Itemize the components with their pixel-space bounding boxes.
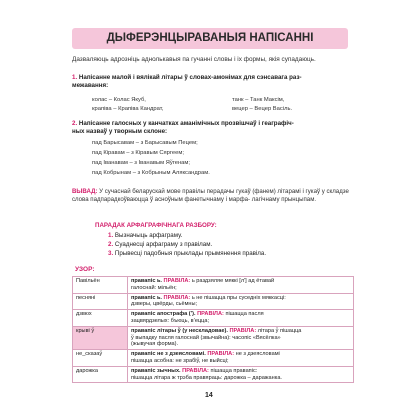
- table-word: дарожка: [73, 366, 128, 383]
- table-word: Павільён: [73, 277, 128, 294]
- conclusion-block: [72, 188, 352, 204]
- section-2-example-2: пад Кіравам – з Кіравым Сяргеем;: [92, 150, 184, 156]
- section-2-heading: [72, 120, 362, 136]
- page-number: 14: [205, 392, 213, 399]
- analysis-step-2: [108, 241, 212, 248]
- table-row: [73, 366, 354, 383]
- table-word: дзвюх: [73, 310, 128, 327]
- analysis-step-2-text: Суаднесці арфаграму з правілам.: [114, 241, 213, 248]
- section-2-example-4: пад Кобрынам – з Кобрыным Аляксандрам.: [92, 170, 210, 176]
- section-1-text-line1: Напісанне малой і вялікай літары ў словах-амонімах для сэнсавага раз-: [78, 74, 302, 81]
- section-2-text-line2: ных назваў у творным склоне:: [72, 128, 168, 135]
- section-1-example-left-1: колас – Колас Якуб,: [92, 97, 146, 103]
- section-1-number: 1.: [72, 74, 78, 81]
- section-1-text-line2: межавання:: [72, 82, 109, 89]
- analysis-step-1: [108, 232, 182, 239]
- section-2-example-3: пад Іванавам – з Іванавым Яўгенам;: [92, 160, 191, 166]
- table-word: крыві ў: [73, 326, 128, 349]
- conclusion-label: ВЫВАД:: [72, 188, 98, 195]
- table-rule: правапіс ь. ПРАВІЛА: ь не пішацца пры суседніх мяккасці: дзверы, цвёрды, сьёмны;: [128, 293, 354, 310]
- table-rule: правапіс не з дзеясловамі. ПРАВІЛА: не з дзеясловамі пішацца асобна: не зрабіў, не выйсці;: [128, 350, 354, 367]
- analysis-step-3: [108, 250, 266, 257]
- table-rule: правапіс літары ў (у нескладовае). ПРАВІЛА: літара ў пішацца ў выпадку пасля галоснай (звычайна): часопіс «Вясёлка» (жывучая форма).: [128, 326, 354, 349]
- section-1-example-left-2: крапіва – Крапіва Кандрат,: [92, 106, 164, 112]
- section-2-example-1: пад Барысавам – з Барысавым Пецем;: [92, 140, 198, 146]
- analysis-step-2-number: 2.: [108, 241, 114, 248]
- sample-table: [72, 276, 354, 383]
- analysis-step-3-text: Прывесці падобныя прыклады прымянення правіла.: [114, 250, 267, 257]
- section-1-heading: [72, 74, 362, 90]
- table-row: [73, 310, 354, 327]
- table-row: [73, 326, 354, 349]
- analysis-step-3-number: 3.: [108, 250, 114, 257]
- conclusion-text-3: лагічнаму прынцыпам.: [251, 196, 317, 204]
- table-word: не_сказаў: [73, 350, 128, 367]
- table-word: песняні: [73, 293, 128, 310]
- analysis-step-1-number: 1.: [108, 232, 114, 239]
- sample-label: УЗОР:: [75, 266, 95, 273]
- table-rule: правапіс зычных. ПРАВІЛА: пішацца правапіс: пішацца літара ж трэба правяраць: дарожка – даражанка.: [128, 366, 354, 383]
- conclusion-text-1: У сучаснай беларускай мове правілы перадачы гукаў (фанем) літарамі: [99, 188, 301, 195]
- table-rule: правапіс ь. ПРАВІЛА: ь раздзяляе мяккі [л'] ад ётавай галоснай: мільён;: [128, 277, 354, 294]
- conclusion-text-2: і гукаў у складзе слова падпарадкоўваюцца ў асноўным фанетычнаму і марфа-: [72, 188, 349, 204]
- analysis-step-1-text: Вызначыць арфаграму.: [114, 232, 183, 239]
- intro-text: Дазваляюць адрозніць аднолькавыя па гучанні словы і іх формы, якія супадаюць.: [72, 56, 316, 63]
- table-row: [73, 293, 354, 310]
- analysis-order-title: ПАРАДАК АРФАГРАФІЧНАГА РАЗБОРУ:: [95, 222, 217, 229]
- page-title: ДЫФЕРЭНЦЫРАВАНЫЯ НАПІСАННІ: [72, 28, 348, 49]
- table-rule: правапіс апострафа (’). ПРАВІЛА: пішацца пасля зацвярдзелых: бъюць, в’ецца;: [128, 310, 354, 327]
- table-row: [73, 350, 354, 367]
- section-1-example-right-2: вецер – Вецер Васіль.: [232, 106, 293, 112]
- section-1-example-right-1: танк – Танк Максім,: [232, 97, 285, 103]
- table-row: [73, 277, 354, 294]
- section-2-text-line1: Напісанне галосных у канчатках аманімічных прозвішчаў і геаграфіч-: [78, 120, 294, 127]
- section-2-number: 2.: [72, 120, 78, 127]
